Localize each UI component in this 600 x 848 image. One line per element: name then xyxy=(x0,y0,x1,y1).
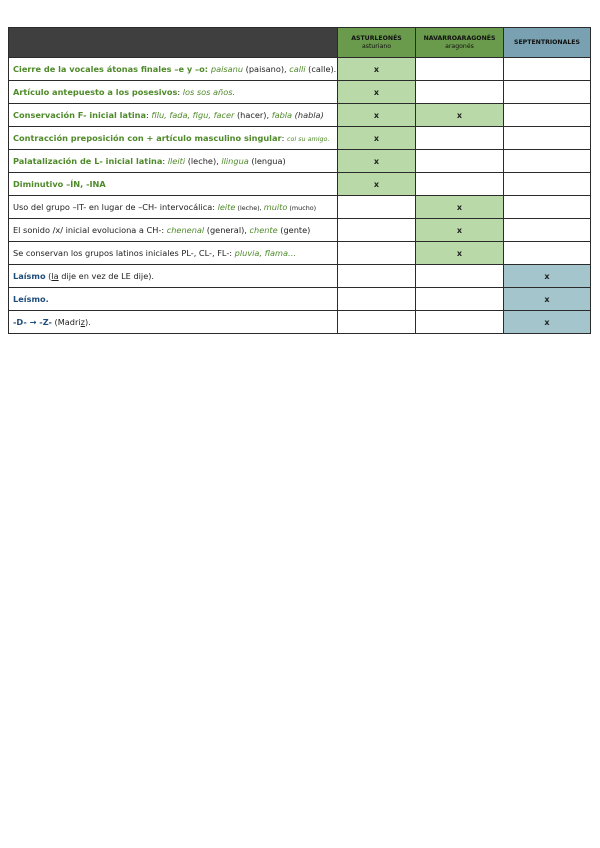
feature-text: (general), xyxy=(204,225,250,235)
feature-example: calli xyxy=(289,64,306,74)
mark-septentrionales: x xyxy=(504,265,591,288)
mark-asturleones: x xyxy=(338,58,416,81)
mark-asturleones xyxy=(338,311,416,334)
feature-text: Uso del grupo –IT- en lugar de –CH- intervocálica: xyxy=(13,202,218,212)
mark-septentrionales xyxy=(504,242,591,265)
header-navarroaragones-title: NAVARROARAGONÉS xyxy=(423,34,496,42)
feature-example: los sos años. xyxy=(182,87,236,97)
feature-title: Laísmo xyxy=(13,271,46,281)
feature-description xyxy=(9,311,338,334)
feature-description xyxy=(9,81,338,104)
mark-septentrionales: x xyxy=(504,288,591,311)
feature-example: fabla xyxy=(271,110,293,120)
feature-text: (leche), xyxy=(235,204,264,212)
mark-asturleones: x xyxy=(338,127,416,150)
mark-navarroaragones xyxy=(416,127,504,150)
feature-text: ). xyxy=(84,317,91,327)
feature-text: : xyxy=(281,133,287,143)
mark-navarroaragones xyxy=(416,58,504,81)
mark-navarroaragones: x xyxy=(416,219,504,242)
mark-navarroaragones xyxy=(416,265,504,288)
feature-text: (hacer), xyxy=(234,110,272,120)
mark-asturleones xyxy=(338,219,416,242)
feature-description xyxy=(9,150,338,173)
feature-description xyxy=(9,219,338,242)
header-septentrionales xyxy=(504,28,591,58)
feature-text: El sonido /x/ inicial evoluciona a CH-: xyxy=(13,225,167,235)
feature-description xyxy=(9,127,338,150)
feature-text: (leche), xyxy=(185,156,222,166)
feature-title: Artículo antepuesto a los posesivos xyxy=(13,87,178,97)
feature-underlined: la xyxy=(51,271,59,281)
feature-text: (calle). xyxy=(305,64,337,74)
mark-asturleones: x xyxy=(338,104,416,127)
feature-title: Palatalización de L- inicial latina xyxy=(13,156,163,166)
mark-asturleones: x xyxy=(338,150,416,173)
mark-navarroaragones xyxy=(416,311,504,334)
feature-underlined: z xyxy=(80,317,85,327)
feature-title: Cierre de la vocales átonas finales –e y –o: xyxy=(13,64,211,74)
feature-example: llingua xyxy=(221,156,249,166)
mark-asturleones xyxy=(338,196,416,219)
feature-title: Contracción preposición con + artículo masculino singular xyxy=(13,133,282,143)
mark-septentrionales xyxy=(504,196,591,219)
feature-example: chente xyxy=(249,225,278,235)
feature-text: (paisano), xyxy=(243,64,290,74)
feature-description xyxy=(9,242,338,265)
header-navarroaragones-subtitle: aragonés xyxy=(445,42,474,50)
feature-description xyxy=(9,104,338,127)
mark-navarroaragones xyxy=(416,288,504,311)
mark-septentrionales: x xyxy=(504,311,591,334)
mark-navarroaragones xyxy=(416,81,504,104)
table-row xyxy=(9,311,591,334)
feature-title: Conservación F- inicial latina xyxy=(13,110,147,120)
mark-navarroaragones: x xyxy=(416,242,504,265)
feature-example: chenenal xyxy=(166,225,205,235)
feature-text: (mucho) xyxy=(287,204,317,212)
mark-navarroaragones xyxy=(416,150,504,173)
table-row xyxy=(9,242,591,265)
feature-description xyxy=(9,173,338,196)
mark-septentrionales xyxy=(504,173,591,196)
mark-asturleones: x xyxy=(338,81,416,104)
feature-title: -D- → -Z- xyxy=(13,317,52,327)
feature-example: muito xyxy=(263,202,288,212)
header-septentrionales-title: SEPTENTRIONALES xyxy=(514,38,580,46)
header-row xyxy=(9,28,591,58)
feature-example: (habla) xyxy=(292,110,324,120)
feature-title: Leísmo. xyxy=(13,294,49,304)
feature-text: (lengua) xyxy=(248,156,286,166)
mark-navarroaragones: x xyxy=(416,104,504,127)
mark-septentrionales xyxy=(504,104,591,127)
mark-asturleones xyxy=(338,242,416,265)
table-row xyxy=(9,127,591,150)
dialect-features-table xyxy=(8,27,591,334)
feature-example: paisanu xyxy=(210,64,244,74)
mark-asturleones xyxy=(338,265,416,288)
table-row xyxy=(9,219,591,242)
feature-text: Se conservan los grupos latinos iniciales PL-, CL-, FL-: xyxy=(13,248,235,258)
feature-text: : xyxy=(177,87,183,97)
header-asturleones-title: ASTURLEONÉS xyxy=(351,34,402,42)
feature-example: pluvia, flama… xyxy=(234,248,297,258)
table-row xyxy=(9,81,591,104)
mark-septentrionales xyxy=(504,58,591,81)
mark-navarroaragones: x xyxy=(416,196,504,219)
feature-text: dije en vez de LE dije). xyxy=(58,271,155,281)
table-row xyxy=(9,265,591,288)
feature-description xyxy=(9,58,338,81)
header-navarroaragones xyxy=(416,28,504,58)
feature-text: (Madri xyxy=(51,317,81,327)
mark-septentrionales xyxy=(504,150,591,173)
feature-example: leite xyxy=(217,202,236,212)
feature-title: Diminutivo –ÍN, -INA xyxy=(13,179,106,189)
table-row xyxy=(9,150,591,173)
feature-description xyxy=(9,265,338,288)
table-row xyxy=(9,288,591,311)
feature-example: filu, fada, figu, facer xyxy=(151,110,235,120)
feature-description xyxy=(9,196,338,219)
feature-text: ( xyxy=(45,271,52,281)
mark-septentrionales xyxy=(504,81,591,104)
feature-text: : xyxy=(146,110,152,120)
mark-asturleones xyxy=(338,288,416,311)
header-asturleones-subtitle: asturiano xyxy=(361,42,392,50)
table-row xyxy=(9,104,591,127)
mark-septentrionales xyxy=(504,219,591,242)
table-row xyxy=(9,173,591,196)
mark-septentrionales xyxy=(504,127,591,150)
feature-description xyxy=(9,288,338,311)
mark-navarroaragones xyxy=(416,173,504,196)
mark-asturleones: x xyxy=(338,173,416,196)
feature-example: col su amigo. xyxy=(286,135,330,143)
table-row xyxy=(9,58,591,81)
table-row xyxy=(9,196,591,219)
header-asturleones xyxy=(338,28,416,58)
feature-example: lleiti xyxy=(167,156,186,166)
feature-text: (gente) xyxy=(277,225,311,235)
header-corner xyxy=(9,28,338,58)
feature-text: : xyxy=(162,156,168,166)
